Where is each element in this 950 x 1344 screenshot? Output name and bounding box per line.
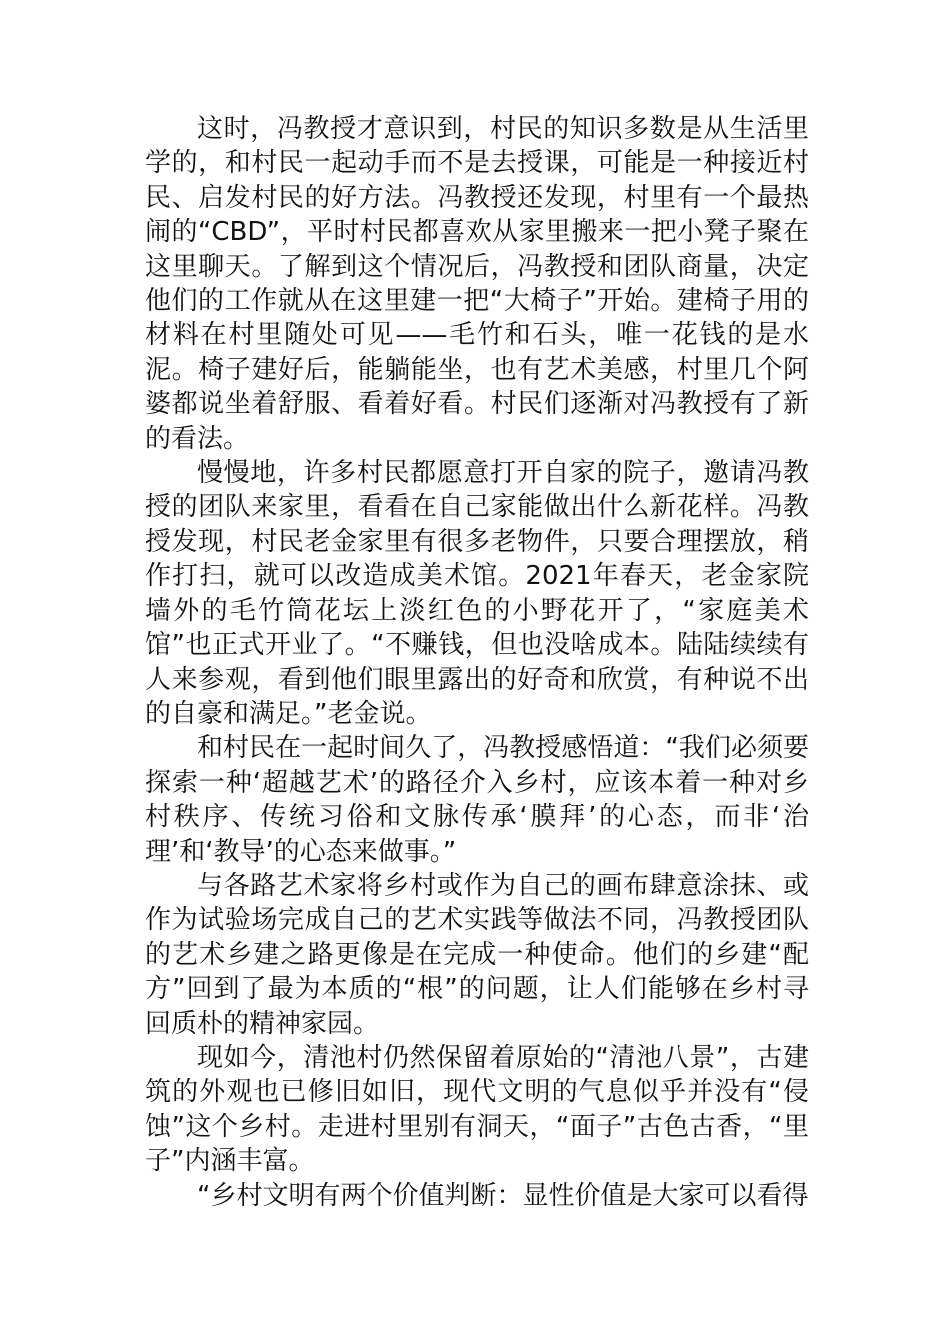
paragraph: 这时，冯教授才意识到，村民的知识多数是从生活里学的，和村民一起动手而不是去授课，可能是一种接近村民、启发村民的好方法。冯教授还发现，村里有一个最热闹的“CBD”，平时村民都喜欢从家里搬来一把小凳子聚在这里聊天。了解到这个情况后，冯教授和团队商量，决定他们的工作就从在这里建一把“大椅子”开始。建椅子用的材料在村里随处可见——毛竹和石头，唯一花钱的是水泥。椅子建好后，能躺能坐，也有艺术美感，村里几个阿婆都说坐着舒服、看着好看。村民们逐渐对冯教授有了新的看法。: [145, 114, 809, 454]
paragraph: 现如今，清池村仍然保留着原始的“清池八景”，古建筑的外观也已修旧如旧，现代文明的气息似乎并没有“侵蚀”这个乡村。走进村里别有洞天，“面子”古色古香，“里子”内涵丰富。: [145, 1042, 809, 1177]
paragraph: 与各路艺术家将乡村或作为自己的画布肆意涂抹、或作为试验场完成自己的艺术实践等做法不同，冯教授团队的艺术乡建之路更像是在完成一种使命。他们的乡建“配方”回到了最为本质的“根”的问题，让人们能够在乡村寻回质朴的精神家园。: [145, 870, 809, 1039]
paragraph: 和村民在一起时间久了，冯教授感悟道：“我们必须要探索一种‘超越艺术’的路径介入乡村，应该本着一种对乡村秩序、传统习俗和文脉传承‘膜拜’的心态，而非‘治理’和‘教导’的心态来做事。”: [145, 733, 809, 867]
paragraph: 慢慢地，许多村民都愿意打开自家的院子，邀请冯教授的团队来家里，看看在自己家能做出什么新花样。冯教授发现，村民老金家里有很多老物件，只要合理摆放，稍作打扫，就可以改造成美术馆。2021年春天，老金家院墙外的毛竹筒花坛上淡红色的小野花开了，“家庭美术馆”也正式开业了。“不赚钱，但也没啥成本。陆陆续续有人来参观，看到他们眼里露出的好奇和欣赏，有种说不出的自豪和满足。”老金说。: [145, 458, 809, 729]
article-body: [145, 112, 809, 1213]
paragraph: “乡村文明有两个价值判断：显性价值是大家可以看得: [197, 1180, 809, 1211]
